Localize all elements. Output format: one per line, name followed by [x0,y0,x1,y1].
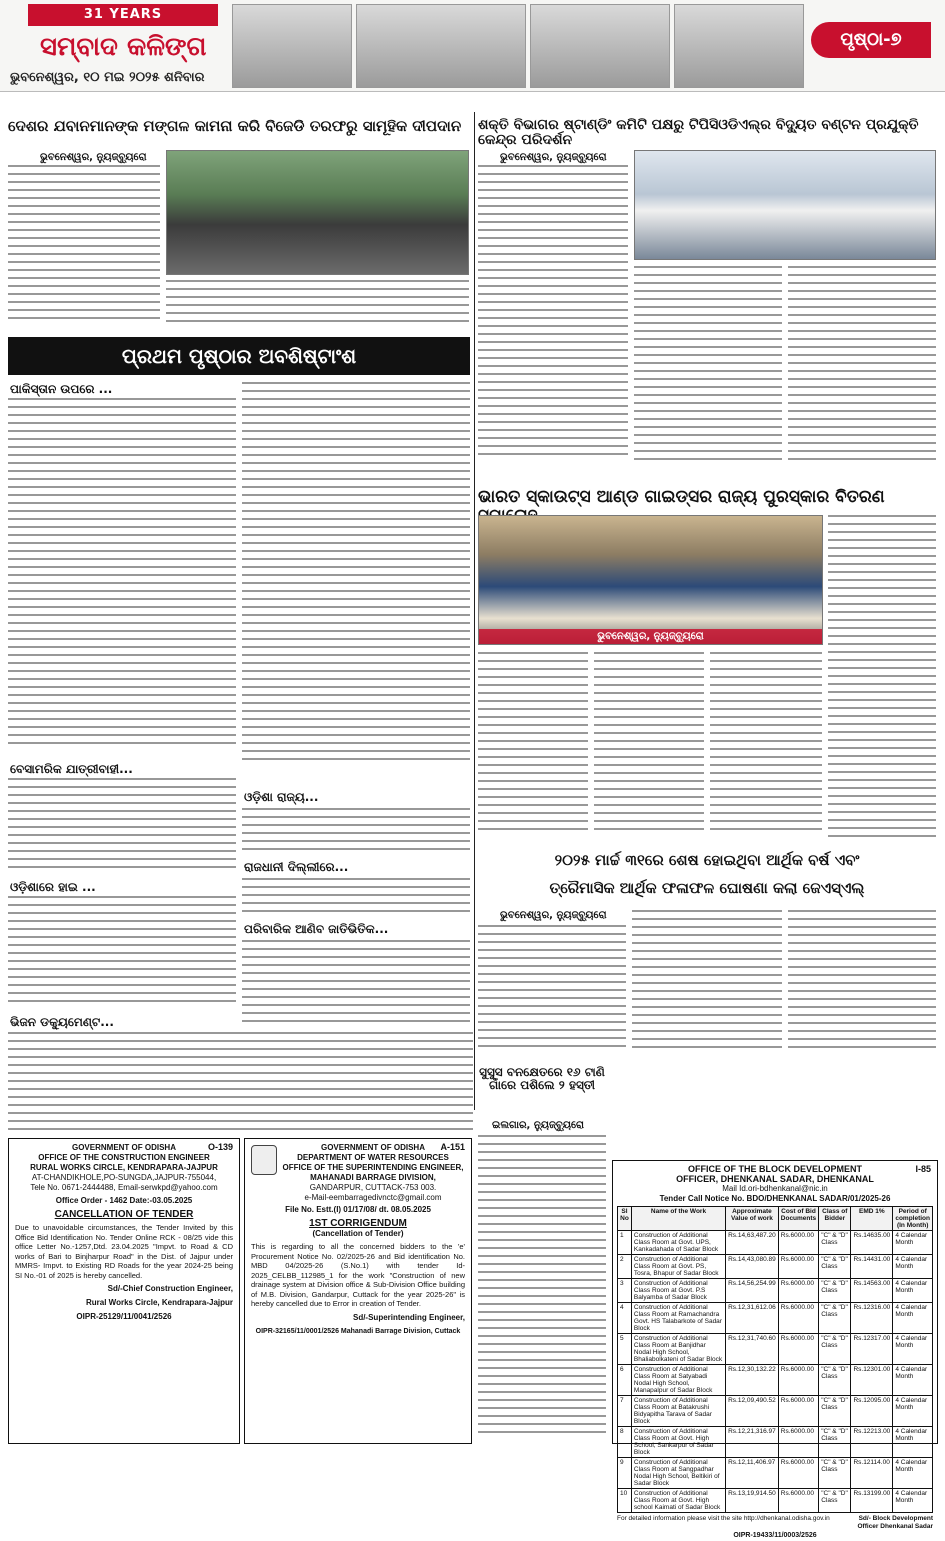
table-cell: 4 Calendar Month [893,1365,933,1396]
table-cell: Rs.14563.00 [851,1279,893,1303]
water-line-5: GANDARPUR, CUTTACK-753 003. [309,1183,437,1192]
rwd-notice-id: O-139 [207,1142,233,1152]
water-file-no: File No. Estt.(I) 01/17/08/ dt. 08.05.2025 [285,1205,431,1214]
tpcodl-visit-photo [634,150,936,260]
table-cell: "C" & "D" Class [819,1231,851,1255]
table-cell: Rs.6000.00 [778,1458,818,1489]
table-cell: 4 Calendar Month [893,1489,933,1513]
table-cell: Rs.13199.00 [851,1489,893,1513]
scouts-photo-byline: ଭୁବନେଶ୍ୱର, ନ୍ୟୁଜ୍‌ବ୍ୟୁରୋ [479,629,822,644]
bdo-footer-left: For detailed information please visit the site http://dhenkanal.odisha.gov.in [617,1515,830,1522]
table-cell: Rs.12213.00 [851,1427,893,1458]
water-line-4: MAHANADI BARRAGE DIVISION, [310,1173,436,1182]
tpcodl-byline: ଭୁବନେଶ୍ୱର, ନ୍ୟୁଜ୍‌ବ୍ୟୁରୋ [500,152,607,163]
tender-col-work: Name of the Work [631,1207,725,1231]
water-corrigendum-notice [244,1138,472,1444]
rwd-line-3: RURAL WORKS CIRCLE, KENDRAPARA-JAJPUR [30,1163,218,1172]
rwd-notice-body: Due to unavoidable circumstances, the Tender Invited by this Office Bid Identification No. Tender Online RCK - 08/25 vide this office Letter No.-1257,Dtd. 23.04.2025 "Impvt. to Road & CD works of Bari to Binjharpur Road" in the Dist. of Jajpur under MMRS- Impvt. to Existing RD Roads for the year 2024-25 being SI No.-01 of 2025 is hereby cancelled. [15,1223,233,1280]
table-row [618,1396,933,1427]
table-cell: "C" & "D" Class [819,1489,851,1513]
table-cell: Rs.14,56,254.99 [726,1279,779,1303]
table-cell: "C" & "D" Class [819,1334,851,1365]
continuation-banner: ପ୍ରଥମ ପୃଷ୍ଠାର ଅବଶିଷ୍ଟାଂଶ [8,337,470,375]
tpcodl-headline: ଶକ୍ତି ବିଭାଗର ଷ୍ଟାଣ୍ଡିଂ କମିଟି ପକ୍ଷରୁ ଟିପିସିଓଡିଏଲ୍‌ର ବିଦ୍ୟୁତ ବଣ୍ଟନ ପ୍ରଯୁକ୍ତି କେନ୍ଦ୍ର ପରିଦର୍ଶନ [478,117,919,149]
cont-col1-text-c [8,896,236,1008]
newspaper-logo: ସମ୍ବାଦ କଳିଙ୍ଗ [40,32,207,62]
cont-family-subhead: ପରିବାରିକ ଆଣିବ ଜାତିଭିତିକ... [244,922,389,936]
table-cell: 4 Calendar Month [893,1396,933,1427]
table-cell: "C" & "D" Class [819,1427,851,1458]
table-cell: Rs.13,19,914.50 [726,1489,779,1513]
table-cell: Construction of Additional Class Room at Govt. High school Kaimati of Sadar Block [631,1489,725,1513]
scouts-text-col2b [710,652,822,842]
column-divider [474,112,475,1110]
table-cell: Rs.14431.00 [851,1255,893,1279]
table-cell: 10 [618,1489,632,1513]
tender-col-period: Period of completion (In Month) [893,1207,933,1231]
table-cell: Rs.12,21,316.97 [726,1427,779,1458]
jsl-text-col3 [788,910,936,1055]
scouts-headline: ଭାରତ ସ୍କାଉଟ୍ସ ଆଣ୍ଡ ଗାଇଡ୍ସର ରାଜ୍ୟ ପୁରସ୍କାର ବିତରଣ [478,487,885,507]
table-cell: 8 [618,1427,632,1458]
table-row [618,1303,933,1334]
table-cell: "C" & "D" Class [819,1279,851,1303]
water-sign-1: Sd/-Superintending Engineer, [352,1312,465,1322]
bjd-byline: ଭୁବନେଶ୍ୱର, ନ୍ୟୁଜ୍‌ବ୍ୟୁରୋ [40,152,147,163]
water-notice-title: 1ST CORRIGENDUM [309,1218,407,1229]
bjd-lamp-headline: ଦେଶର ଯବାନମାନଙ୍କ ମଙ୍ଗଳ କାମନା କରି ବିଜେଡି ତରଫରୁ ସାମୂହିକ ଦୀପଦାନ [8,117,462,135]
jsl-headline-line1: ୨୦୨୫ ମାର୍ଚ୍ଚ ୩୧ରେ ଶେଷ ହୋଇଥିବା ଆର୍ଥିକ ବର୍ଷ ଏବଂ [554,851,860,869]
table-row [618,1334,933,1365]
tpcodl-article-text-col2 [634,266,782,466]
jsl-text-col1 [478,925,626,1057]
elephant-headline: ସୁସୁସ ବନକ୍ଷେତରେ ୧୬ ଟାଣି ଗାଁରେ ପଶିଲେ ୨ ହସ୍ତୀ [479,1065,605,1093]
rwd-line-4: AT-CHANDIKHOLE,PO-SUNGDA,JAJPUR-755044, [31,1173,217,1182]
table-cell: 5 [618,1334,632,1365]
table-cell: Construction of Additional Class Room at Banjidhar Nodal High School, Bhaliabolkateni of Sadar Block [631,1334,725,1365]
table-cell: 9 [618,1458,632,1489]
table-cell: Rs.6000.00 [778,1255,818,1279]
jsl-text-col2 [632,910,782,1055]
rwd-office-order: Office Order - 1462 Date:-03.05.2025 [55,1196,193,1205]
table-row [618,1279,933,1303]
bdo-tender-table [617,1206,933,1513]
table-cell: "C" & "D" Class [819,1365,851,1396]
cont-capital-subhead: ରାଜଧାନୀ ଦିଲ୍ଲୀରେ... [244,860,349,874]
cont-odisha-state-subhead: ଓଡ଼ିଶା ରାଜ୍ୟ... [244,790,319,804]
tender-col-value: Approximate Value of work [726,1207,779,1231]
table-cell: Construction of Additional Class Room at Govt. High School, Sankarpur of Sadar Block [631,1427,725,1458]
dateline: ଭୁବନେଶ୍ୱର, ୧୦ ମଇ ୨୦୨୫ ଶନିବାର [10,70,205,85]
odisha-emblem-icon [251,1145,277,1175]
table-cell: Construction of Additional Class Room at Batakrushi Bidyapitha Tarava of Sadar Block [631,1396,725,1427]
rwd-sign-1: Sd/-Chief Construction Engineer, [107,1284,233,1293]
masthead [0,0,945,92]
water-line-3: OFFICE OF THE SUPERINTENDING ENGINEER, [282,1163,464,1172]
tender-col-emd: EMD 1% [851,1207,893,1231]
table-cell: Rs.12,11,406.97 [726,1458,779,1489]
table-cell: 2 [618,1255,632,1279]
table-cell: "C" & "D" Class [819,1255,851,1279]
scouts-award-photo [478,515,823,645]
tender-table-body [618,1231,933,1513]
table-row [618,1231,933,1255]
bjd-article-text [8,165,160,330]
bdo-tender-notice [612,1160,938,1539]
rwd-notice-title: CANCELLATION OF TENDER [54,1209,194,1220]
bdo-notice-id: I-85 [915,1164,931,1174]
table-cell: 4 Calendar Month [893,1427,933,1458]
table-row [618,1365,933,1396]
tpcodl-article-text-col1 [478,165,628,465]
table-cell: Rs.6000.00 [778,1334,818,1365]
table-cell: Rs.12,30,132.22 [726,1365,779,1396]
bdo-line-2: OFFICER, DHENKANAL SADAR, DHENKANAL [676,1174,874,1184]
years-badge: 31 YEARS [28,4,218,26]
cont-civil-subhead: ବେସାମରିକ ଯାତ୍ରୀବାହୀ... [10,762,133,776]
table-cell: Construction of Additional Class Room at Sangpadhar Nodal High School, Beltikiri of Sadar Block [631,1458,725,1489]
page-number-badge: ପୃଷ୍ଠା-୭ [811,22,931,58]
tender-col-cost: Cost of Bid Documents [778,1207,818,1231]
table-cell: Rs.6000.00 [778,1279,818,1303]
table-row [618,1255,933,1279]
bjd-candlelight-photo [166,150,469,275]
water-line-2: DEPARTMENT OF WATER RESOURCES [297,1153,449,1162]
bdo-line-4: Tender Call Notice No. BDO/DHENKANAL SADAR/01/2025-26 [659,1194,891,1203]
cont-col2-text-d [242,940,470,1030]
table-cell: 6 [618,1365,632,1396]
water-notice-subtitle: (Cancellation of Tender) [312,1229,404,1238]
table-cell: 3 [618,1279,632,1303]
table-cell: Construction of Additional Class Room at Govt. PS, Tosra, Bhapur of Sadar Block [631,1255,725,1279]
cont-odisha-high-subhead: ଓଡ଼ିଶାରେ ହାଇ ... [10,880,96,894]
elephant-byline: ଇଲଗାର, ନ୍ୟୁଜ୍‌ବ୍ୟୁରୋ [492,1120,584,1131]
table-cell: 4 Calendar Month [893,1255,933,1279]
table-cell: 1 [618,1231,632,1255]
table-cell: 4 Calendar Month [893,1279,933,1303]
bjd-photo-caption-text [166,280,469,332]
table-cell: Rs.12,31,612.06 [726,1303,779,1334]
rwd-line-5: Tele No. 0671-2444488, Email-serwkpd@yahoo.com [30,1183,218,1192]
table-cell: 4 [618,1303,632,1334]
table-cell: Rs.6000.00 [778,1303,818,1334]
water-notice-id: A-151 [440,1142,465,1152]
masthead-village-photo [674,4,804,88]
table-row [618,1427,933,1458]
table-row [618,1458,933,1489]
cont-col2-text-c [242,878,470,918]
cont-vision-subhead: ଭିଜନ ଡକ୍ୟୁମେଣ୍ଟ... [10,1015,114,1029]
jsl-headline-line2: ତ୍ରୈମାସିକ ଆର୍ଥିକ ଫଳାଫଳ ଘୋଷଣା କଲା ଜେଏସ୍‌ଏଲ୍ [549,879,865,897]
table-cell: Rs.6000.00 [778,1231,818,1255]
table-cell: Rs.6000.00 [778,1427,818,1458]
table-cell: Rs.12317.00 [851,1334,893,1365]
elephant-article-text [478,1135,606,1440]
table-cell: Construction of Additional Class Room at Ramachandra Govt. HS Talabarkote of Sadar Block [631,1303,725,1334]
table-cell: Rs.12095.00 [851,1396,893,1427]
cont-col1-text-b [8,778,236,873]
table-cell: Rs.14635.00 [851,1231,893,1255]
table-cell: Rs.6000.00 [778,1365,818,1396]
cont-col2-text-a [242,382,470,767]
rwd-line-1: GOVERNMENT OF ODISHA [71,1143,176,1152]
table-cell: 7 [618,1396,632,1427]
tender-col-sl: Sl No [618,1207,632,1231]
table-cell: Rs.12,31,740.60 [726,1334,779,1365]
cont-col2-text-b [242,808,470,856]
tender-col-class: Class of Bidder [819,1207,851,1231]
table-row [618,1489,933,1513]
rwd-sign-2: Rural Works Circle, Kendrapara-Jajpur [85,1298,233,1307]
table-cell: 4 Calendar Month [893,1334,933,1365]
table-cell: Rs.6000.00 [778,1489,818,1513]
masthead-people-photo [356,4,526,88]
bdo-footer-right: Sd/- Block Development Officer Dhenkanal Sadar [857,1515,933,1530]
masthead-art-photo [530,4,670,88]
table-cell: Rs.12316.00 [851,1303,893,1334]
table-cell: Construction of Additional Class Room at Satyabadi Nodal High School, Manapalpur of Sadar Block [631,1365,725,1396]
tender-header-row [618,1207,933,1231]
table-cell: Rs.12114.00 [851,1458,893,1489]
table-cell: Rs.6000.00 [778,1396,818,1427]
cont-pakistan-subhead: ପାକିସ୍ତାନ ଉପରେ ... [10,382,113,396]
table-cell: 4 Calendar Month [893,1458,933,1489]
bdo-line-1: OFFICE OF THE BLOCK DEVELOPMENT [687,1164,862,1174]
water-oipr: OIPR-32165/11/0001/2526 Mahanadi Barrage Division, Cuttack [255,1327,461,1335]
water-line-1: GOVERNMENT OF ODISHA [320,1143,425,1152]
table-cell: 4 Calendar Month [893,1303,933,1334]
table-cell: Rs.14,63,487.20 [726,1231,779,1255]
scouts-text-col3 [828,515,936,845]
water-notice-body: This is regarding to all the concerned bidders to the 'e' Procurement Notice No. 02/2025-26 and Bid identification No. MBD 04/2025-26 (S.No.1) with tender Id- 2025_CELBB_112985_1 for the work "Construction of new drainage system at Division office & Sub-Division Office building of M.B. Division, Gandarpur, Cuttack for the year 2025-26" is hereby cancelled due to Error in creation of Tender. [251,1242,465,1308]
scouts-text-col2a [594,652,704,842]
rwd-cancellation-notice [8,1138,240,1444]
cont-col1-text-a [8,398,236,753]
table-cell: Construction of Additional Class Room at Govt. P.S Balyamba of Sadar Block [631,1279,725,1303]
table-cell: 4 Calendar Month [893,1231,933,1255]
table-cell: Rs.14,43,080.89 [726,1255,779,1279]
jsl-byline: ଭୁବନେଶ୍ୱର, ନ୍ୟୁଜ୍‌ବ୍ୟୁରୋ [500,910,607,921]
water-line-6: e-Mail-eembarragedivnctc@gmail.com [304,1193,442,1202]
table-cell: Rs.12,09,490.52 [726,1396,779,1427]
table-cell: "C" & "D" Class [819,1303,851,1334]
bdo-line-3: Mail Id.ori-bdhenkanal@nic.in [722,1184,828,1193]
table-cell: Rs.12301.00 [851,1365,893,1396]
cont-bottom-text [8,1032,473,1132]
table-cell: "C" & "D" Class [819,1396,851,1427]
tpcodl-article-text-col3 [788,266,936,466]
rwd-oipr: OIPR-25129/11/0041/2526 [76,1312,172,1321]
masthead-temple-photo [232,4,352,88]
rwd-line-2: OFFICE OF THE CONSTRUCTION ENGINEER [38,1153,210,1162]
table-cell: Construction of Additional Class Room at Govt. UPS, Kankadahada of Sadar Block [631,1231,725,1255]
scouts-text-col1 [478,652,588,842]
bdo-oipr: OIPR-19433/11/0003/2526 [733,1532,817,1539]
table-cell: "C" & "D" Class [819,1458,851,1489]
